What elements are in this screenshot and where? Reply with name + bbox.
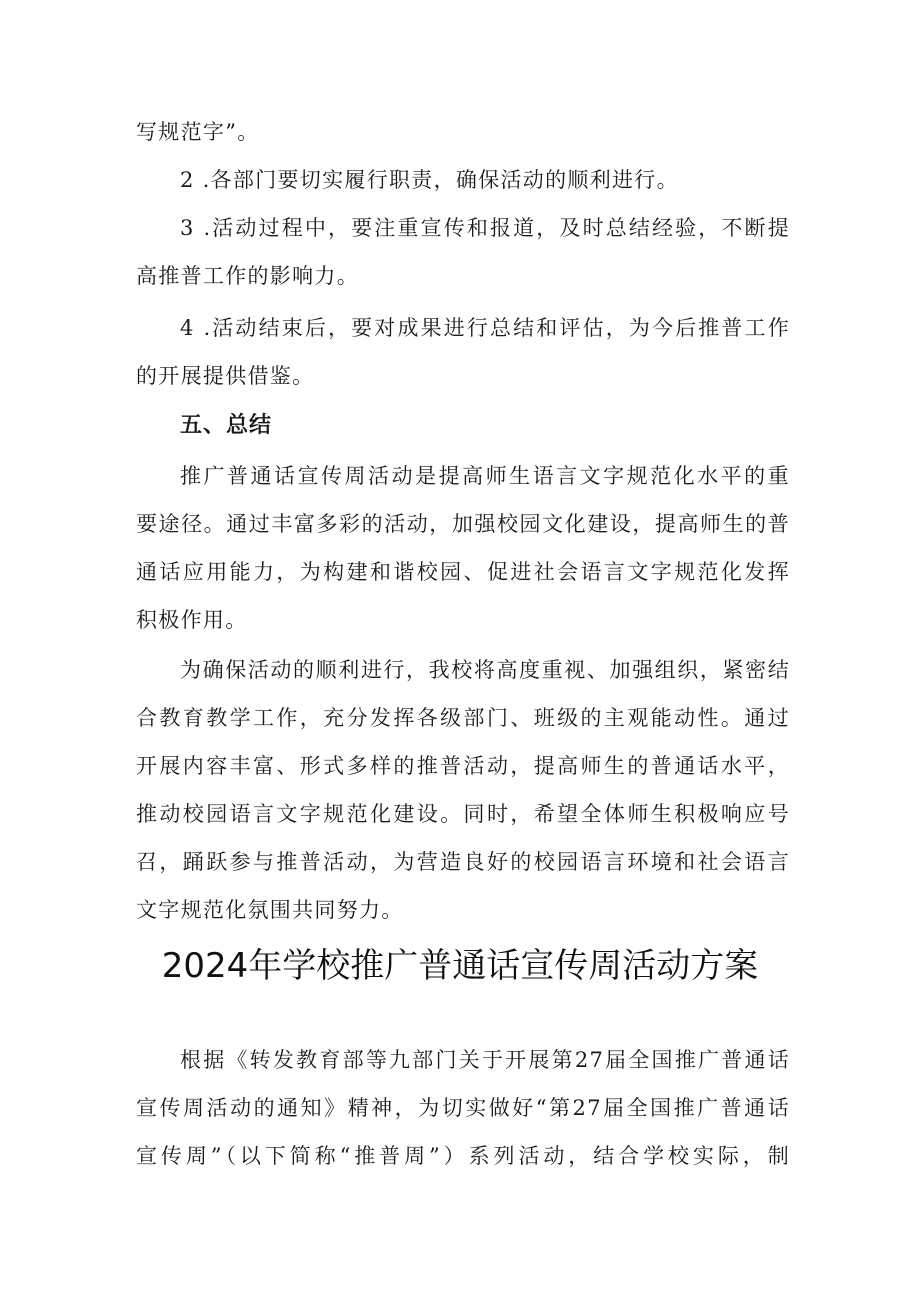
paragraph-line: 通话应用能力，为构建和谐校园、促进社会语言文字规范化发挥 — [136, 560, 790, 584]
paragraph-line: 推广普通话宣传周活动是提高师生语言文字规范化水平的重 — [180, 464, 790, 488]
paragraph-line: 推动校园语言文字规范化建设。同时，希望全体师生积极响应号 — [136, 802, 790, 826]
paragraph-line: 3 .活动过程中，要注重宣传和报道，及时总结经验，不断提 — [180, 216, 790, 240]
paragraph-line: 4 .活动结束后，要对成果进行总结和评估，为今后推普工作 — [180, 316, 790, 340]
paragraph-line: 2 .各部门要切实履行职责，确保活动的顺利进行。 — [180, 168, 679, 192]
paragraph-line: 合教育教学工作，充分发挥各级部门、班级的主观能动性。通过 — [136, 706, 790, 730]
document-title: 2024年学校推广普通话宣传周活动方案 — [161, 946, 759, 986]
paragraph-line: 根据《转发教育部等九部门关于开展第27届全国推广普通话 — [180, 1048, 790, 1072]
paragraph-line: 宣传周”（以下简称“推普周”）系列活动，结合学校实际，制 — [136, 1144, 790, 1168]
paragraph-line: 的开展提供借鉴。 — [136, 364, 315, 388]
paragraph-line: 文字规范化氛围共同努力。 — [136, 898, 404, 922]
paragraph-line: 写规范字”。 — [136, 120, 260, 144]
paragraph-line: 积极作用。 — [136, 608, 248, 632]
paragraph-line: 开展内容丰富、形式多样的推普活动，提高师生的普通话水平， — [136, 754, 790, 778]
paragraph-line: 要途径。通过丰富多彩的活动，加强校园文化建设，提高师生的普 — [136, 512, 790, 536]
paragraph-line: 宣传周活动的通知》精神，为切实做好“第27届全国推广普通话 — [136, 1096, 790, 1120]
paragraph-line: 召，踊跃参与推普活动，为营造良好的校园语言环境和社会语言 — [136, 850, 790, 874]
paragraph-line: 为确保活动的顺利进行，我校将高度重视、加强组织，紧密结 — [180, 658, 790, 682]
section-heading: 五、总结 — [180, 413, 273, 438]
paragraph-line: 高推普工作的影响力。 — [136, 264, 359, 288]
